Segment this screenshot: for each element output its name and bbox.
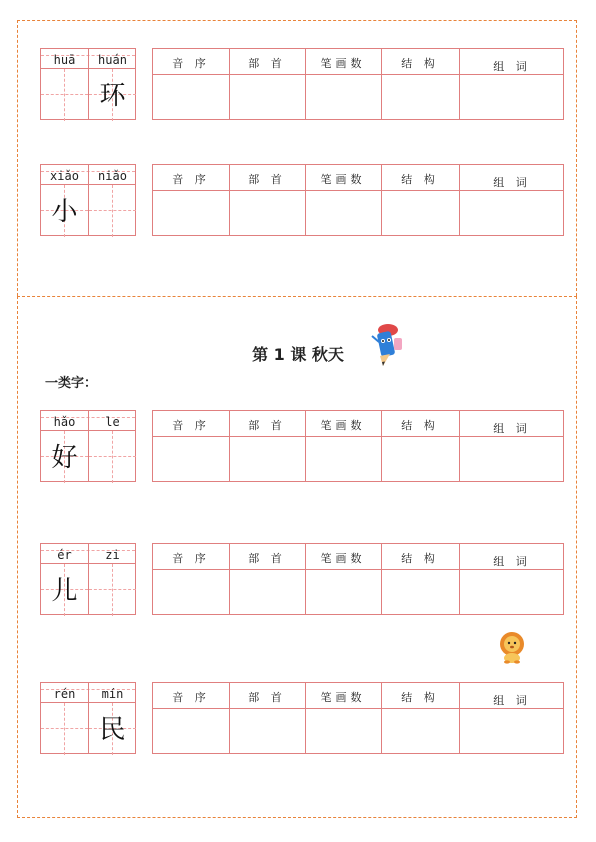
- table-header-cell: 组 词: [493, 555, 531, 568]
- hanzi-character: [89, 187, 136, 237]
- character-entry: [40, 48, 564, 120]
- hanzi-character: [41, 71, 88, 121]
- tianzige-grid: [40, 164, 136, 236]
- table-header-cell: 笔画数: [320, 173, 366, 186]
- pencil-mascot-icon: [366, 322, 406, 368]
- character-entry: [40, 410, 564, 482]
- tianzige-grid: [40, 543, 136, 615]
- tianzige-grid: [40, 682, 136, 754]
- character-entry: [40, 543, 564, 615]
- pinyin-label: hǎo: [53, 415, 76, 429]
- pinyin-label: niǎo: [98, 169, 127, 183]
- table-header-cell: 音 序: [172, 57, 210, 70]
- table-header-cell: 笔画数: [320, 691, 366, 704]
- character-info-table: [152, 543, 564, 615]
- pinyin-label: zi: [105, 548, 120, 562]
- tianzige-grid: [40, 48, 136, 120]
- hanzi-character: 环: [99, 81, 126, 111]
- table-header-cell: 结 构: [401, 552, 439, 565]
- table-header-cell: 结 构: [401, 57, 439, 70]
- hanzi-character: [41, 705, 88, 755]
- pinyin-label: huán: [98, 53, 127, 67]
- character-info-table: [152, 48, 564, 120]
- character-entry: [40, 682, 564, 754]
- hanzi-character: [89, 566, 136, 616]
- table-header-cell: 部 首: [248, 57, 286, 70]
- table-header-cell: 组 词: [493, 694, 531, 707]
- character-info-table: [152, 410, 564, 482]
- table-header-cell: 音 序: [172, 419, 210, 432]
- table-header-cell: 部 首: [248, 691, 286, 704]
- hanzi-character: 小: [51, 197, 78, 227]
- table-header-cell: 结 构: [401, 419, 439, 432]
- pinyin-label: ér: [57, 548, 72, 562]
- character-entry: [40, 164, 564, 236]
- table-header-cell: 组 词: [493, 60, 531, 73]
- pinyin-label: xiǎo: [50, 169, 79, 183]
- table-header-cell: 部 首: [248, 419, 286, 432]
- table-header-cell: 笔画数: [320, 419, 366, 432]
- table-header-cell: 笔画数: [320, 57, 366, 70]
- character-info-table: [152, 164, 564, 236]
- hanzi-character: 民: [99, 715, 126, 745]
- section-label: 一类字：: [45, 376, 98, 391]
- table-header-cell: 部 首: [248, 552, 286, 565]
- pinyin-label: huā: [53, 53, 76, 67]
- pinyin-label: rén: [53, 687, 76, 701]
- hanzi-character: 儿: [51, 576, 78, 606]
- pinyin-label: le: [105, 415, 120, 429]
- table-header-cell: 音 序: [172, 691, 210, 704]
- hanzi-character: [89, 433, 136, 483]
- tianzige-grid: [40, 410, 136, 482]
- table-header-cell: 组 词: [493, 422, 531, 435]
- table-header-cell: 音 序: [172, 552, 210, 565]
- lion-mascot-icon: [496, 630, 528, 664]
- table-header-cell: 音 序: [172, 173, 210, 186]
- table-header-cell: 笔画数: [320, 552, 366, 565]
- table-header-cell: 部 首: [248, 173, 286, 186]
- table-header-cell: 组 词: [493, 176, 531, 189]
- character-info-table: [152, 682, 564, 754]
- lesson-title: 第 1 课 秋天: [252, 345, 344, 364]
- hanzi-character: 好: [51, 443, 78, 473]
- table-header-cell: 结 构: [401, 691, 439, 704]
- pinyin-label: mín: [101, 687, 124, 701]
- table-header-cell: 结 构: [401, 173, 439, 186]
